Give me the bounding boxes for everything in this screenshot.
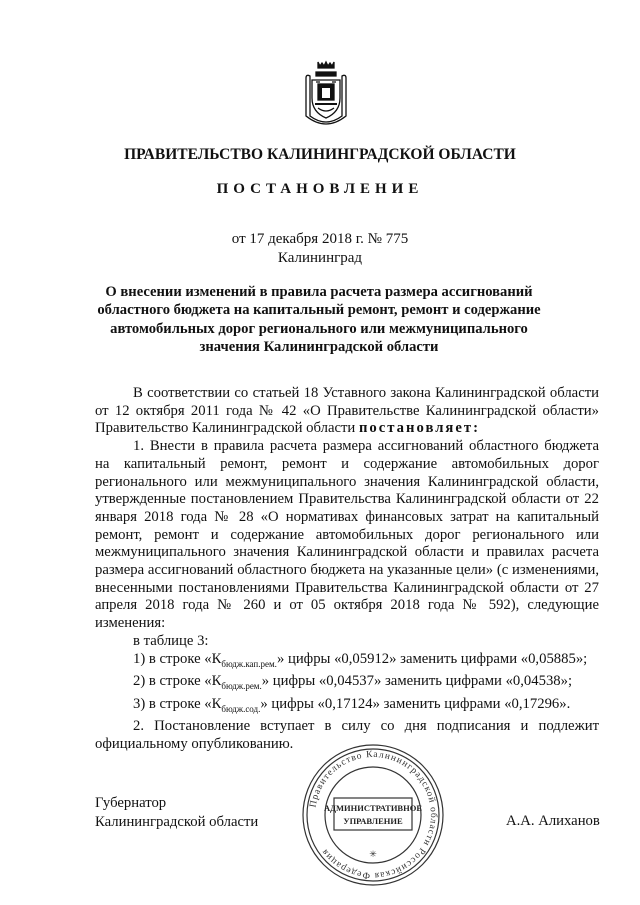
position-line-1: Губернатор [95, 795, 167, 811]
document-title: О внесении изменений в правила расчета размера ассигнований областного бюджета на капитальный ремонт, ремонт и содержание автомобильных дорог регионального или межмуниципального значения Калининградской области [97, 284, 541, 356]
item-2: 2. Постановление вступает в силу со дня подписания и подлежит официальному опубликованию. [95, 718, 599, 753]
document-type: ПОСТАНОВЛЕНИЕ [216, 181, 424, 197]
date-day-month: 17 декабря [249, 231, 319, 247]
preamble-paragraph [95, 385, 599, 438]
subitem-3: 3) в строке «$К_{бюдж.сод.}$» цифры «0,17124» заменить цифрами «0,17296». [133, 695, 571, 714]
document-number: 775 [385, 231, 409, 247]
table-intro: в таблице 3: [133, 632, 209, 649]
document-body [95, 385, 599, 754]
item-1: 1. Внести в правила расчета размера ассигнований областного бюджета на капитальный ремонт, ремонт и содержание автомобильных дорог регионального или межмуниципального значения Калининградской области, утвержденные постановлением Правительства Калининградской области от 22 января 2018 года № 28 «О нормативах финансовых затрат на капитальный ремонт, ремонт и содержание автомобильных дорог регионального или межмуниципального значения Калининградской области и правилах расчета размера ассигнований областного бюджета на указанные цели» (с изменениями, внесенными постановлениями Правительства Калининградской области от 27 апреля 2018 года № 260 и от 05 октября 2018 года № 592), следующие изменения: [95, 438, 599, 632]
date-year: 2018 г. [321, 231, 364, 247]
stamp-center-line-2: УПРАВЛЕНИЕ [343, 816, 403, 826]
stamp-center-line-1: АДМИНИСТРАТИВНОЕ [324, 803, 422, 813]
coat-of-arms-icon [304, 60, 348, 130]
preamble-text: В соответствии со статьей 18 Уставного закона Калининградской области от 12 октября 2011 года № 42 «О Правительстве Калининградской области» Правительство Калининградской области [95, 385, 599, 437]
subitem-1: 1) в строке «$К_{бюдж.кап.рем.}$» цифры «0,05912» заменить цифрами «0,05885»; [133, 650, 588, 669]
organization-heading: ПРАВИТЕЛЬСТВО КАЛИНИНГРАДСКОЙ ОБЛАСТИ [124, 146, 516, 163]
city: Калининград [277, 250, 363, 266]
date-line [0, 231, 640, 248]
stamp-ring-text: Правительство Калининградской области Российская Федерация [308, 749, 439, 881]
official-stamp [298, 740, 448, 890]
svg-text:Правительство Калининградской [308, 750, 439, 880]
subitem-2: 2) в строке «$К_{бюдж.рем.}$» цифры «0,04537» заменить цифрами «0,04538»; [133, 673, 573, 692]
resolves-word: постановляет: [358, 420, 481, 437]
position-line-2: Калининградской области [95, 814, 259, 830]
svg-text:✳: ✳ [369, 849, 377, 859]
number-sign: № [367, 231, 382, 247]
date-prefix: от [231, 231, 246, 247]
signatory-position [95, 794, 258, 832]
signatory-name: А.А. Алиханов [506, 813, 600, 829]
